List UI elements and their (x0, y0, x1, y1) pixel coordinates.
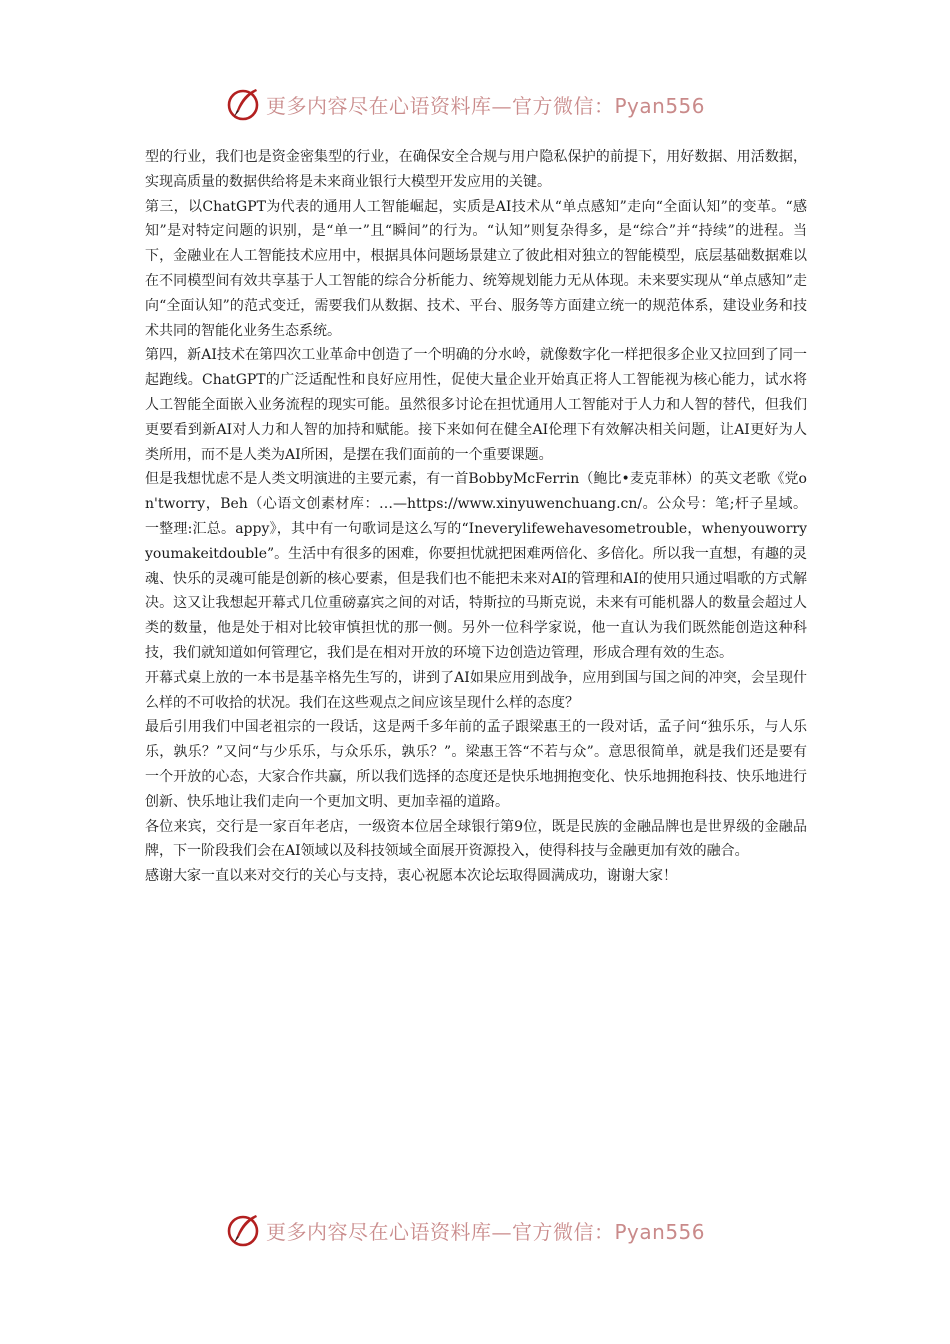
paragraph: 感谢大家一直以来对交行的关心与支持，衷心祝愿本次论坛取得圆满成功，谢谢大家！ (145, 868, 677, 885)
wechat-id: Pyan556 (614, 93, 706, 118)
paragraph: 第三，以ChatGPT为代表的通用人工智能崛起，实质是AI技术从“单点感知”走向“全面认知”的变革。“感知”是对特定问题的识别，是“单一”且“瞬间”的行为。“认知”则复杂得多，是“综合”并“持续”的进程。当下，金融业在人工智能技术应用中，根据具体问题场景建立了彼此相对独立的智能模型，底层基础数据难以在不同模型间有效共享基于人工智能的综合分析能力、统筹规划能力无从体现。未来要实现从“单点感知”走向“全面认知”的范式变迁，需要我们从数据、技术、平台、服务等方面建立统一的规范体系，建设业务和技术共同的智能化业务生态系统。 (145, 198, 807, 339)
header-watermark-banner (226, 84, 726, 124)
watermark-label: 更多内容尽在心语资料库—官方微信： (266, 1219, 615, 1244)
watermark-text (266, 1216, 705, 1245)
quill-pen-logo-icon (226, 1212, 262, 1248)
paragraph: 第四，新AI技术在第四次工业革命中创造了一个明确的分水岭，就像数字化一样把很多企业又拉回到了同一起跑线。ChatGPT的广泛适配性和良好应用性，促使大量企业开始真正将人工智能视为核心能力，试水将人工智能全面嵌入业务流程的现实可能。虽然很多讨论在担忧通用人工智能对于人力和人智的替代，但我们更要看到新AI对人力和人智的加持和赋能。接下来如何在健全AI伦理下有效解决相关问题，让AI更好为人类所用，而不是人类为AI所困，是摆在我们面前的一个重要课题。 (145, 347, 807, 463)
footer-watermark-banner (226, 1210, 726, 1250)
paragraph: 开幕式桌上放的一本书是基辛格先生写的，讲到了AI如果应用到战争，应用到国与国之间的冲突，会呈现什么样的不可收拾的状况。我们在这些观点之间应该呈现什么样的态度？ (145, 669, 807, 711)
quill-pen-logo-icon (226, 86, 262, 122)
paragraph: 型的行业，我们也是资金密集型的行业，在确保安全合规与用户隐私保护的前提下，用好数据、用活数据，实现高质量的数据供给将是未来商业银行大模型开发应用的关键。 (145, 149, 807, 190)
watermark-text (266, 90, 705, 119)
paragraph: 最后引用我们中国老祖宗的一段话，这是两千多年前的孟子跟梁惠王的一段对话，孟子问“独乐乐，与人乐乐，孰乐？”又问“与少乐乐，与众乐乐，孰乐？”。梁惠王答“不若与众”。意思很简单，就是我们还是要有一个开放的心态，大家合作共赢，所以我们选择的态度还是快乐地拥抱变化、快乐地拥抱科技、快乐地进行创新、快乐地让我们走向一个更加文明、更加幸福的道路。 (145, 719, 807, 810)
wechat-id: Pyan556 (614, 1219, 706, 1244)
paragraph: 但是我想忧虑不是人类文明演进的主要元素，有一首BobbyMcFerrin（鲍比•麦克菲林）的英文老歌《党on'tworry，Beh（心语文创素材库：…—https://www.xinyuwenchuang.cn/。公众号：笔;杆子星域。一整理:汇总。appy》，其中有一句歌词是这么写的“Ineverylifewehavesometrouble，whenyouworryyoumakeitdouble”。生活中有很多的困难，你要担忧就把困难两倍化、多倍化。所以我一直想，有趣的灵魂、快乐的灵魂可能是创新的核心要素，但是我们也不能把未来对AI的管理和AI的使用只通过唱歌的方式解决。这又让我想起开幕式几位重磅嘉宾之间的对话，特斯拉的马斯克说，未来有可能机器人的数量会超过人类的数量，他是处于相对比较审慎担忧的那一侧。另外一位科学家说，他一直认为我们既然能创造这种科技，我们就知道如何管理它，我们是在相对开放的环境下边创造边管理，形成合理有效的生态。 (145, 471, 807, 661)
watermark-label: 更多内容尽在心语资料库—官方微信： (266, 93, 615, 118)
document-body (145, 145, 807, 889)
paragraph: 各位来宾，交行是一家百年老店，一级资本位居全球银行第9位，既是民族的金融品牌也是世界级的金融品牌，下一阶段我们会在AI领域以及科技领域全面展开资源投入，使得科技与金融更加有效的融合。 (145, 818, 807, 860)
